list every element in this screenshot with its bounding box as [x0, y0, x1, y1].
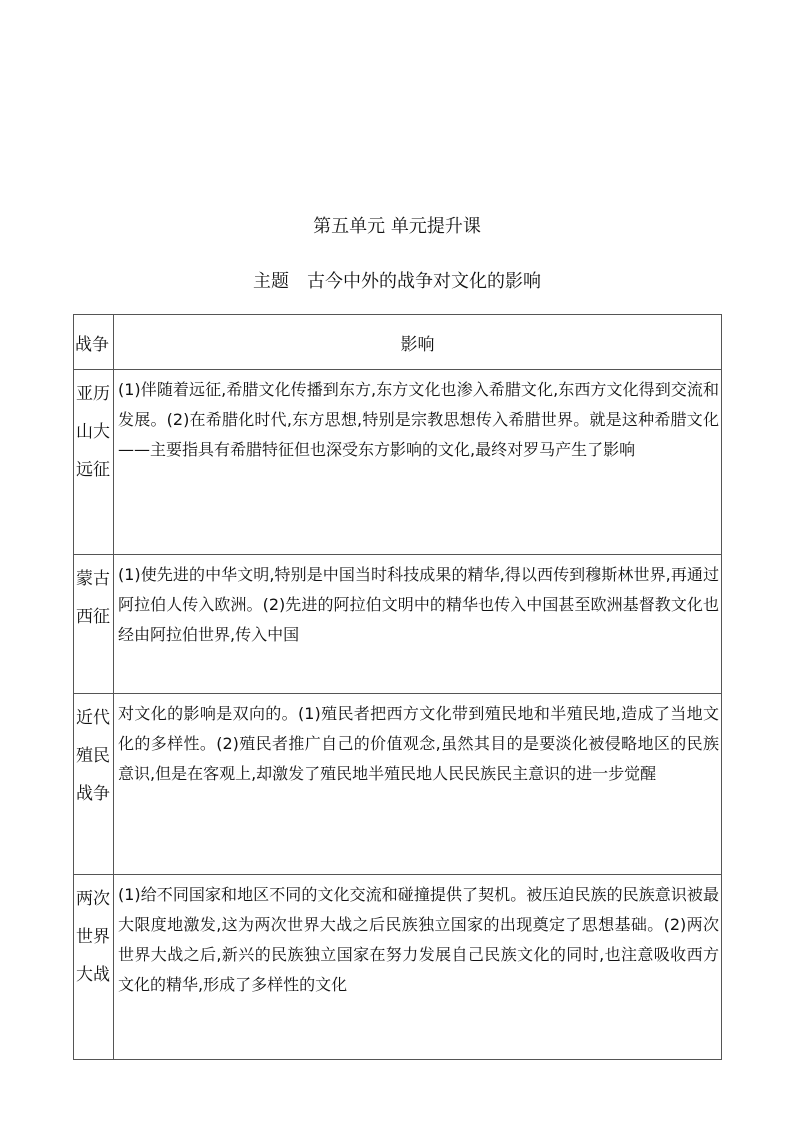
war-name-line: 亚历 — [76, 384, 110, 404]
war-name-cell — [74, 694, 114, 875]
influence-cell: (1)给不同国家和地区不同的文化交流和碰撞提供了契机。被压迫民族的民族意识被最大限度地激发,这为两次世界大战之后民族独立国家的出现奠定了思想基础。(2)两次世界大战之后,新兴的民族独立国家在努力发展自己民族文化的同时,也注意吸收西方文化的精华,形成了多样性的文化 — [114, 875, 722, 1060]
war-name-line: 西征 — [76, 607, 110, 627]
topic-label: 主题 — [253, 271, 289, 292]
unit-title: 第五单元 单元提升课 — [313, 216, 481, 237]
table-header-row — [74, 315, 722, 370]
war-name-line: 山大 — [76, 422, 110, 442]
header-war: 战争 — [74, 315, 114, 370]
war-name-line: 近代 — [76, 708, 110, 728]
war-name-line: 两次 — [76, 889, 110, 909]
war-name-line: 世界 — [76, 927, 110, 947]
war-name-line: 大战 — [76, 965, 110, 985]
influence-cell: (1)使先进的中华文明,特别是中国当时科技成果的精华,得以西传到穆斯林世界,再通过阿拉伯人传入欧洲。(2)先进的阿拉伯文明中的精华也传入中国甚至欧洲基督教文化也经由阿拉伯世界,传入中国 — [114, 555, 722, 694]
war-name-cell — [74, 555, 114, 694]
war-name-cell — [74, 370, 114, 555]
war-name-cell — [74, 875, 114, 1060]
table-row — [74, 694, 722, 875]
influence-cell: (1)伴随着远征,希腊文化传播到东方,东方文化也渗入希腊文化,东西方文化得到交流和发展。(2)在希腊化时代,东方思想,特别是宗教思想传入希腊世界。就是这种希腊文化——主要指具有希腊特征但也深受东方影响的文化,最终对罗马产生了影响 — [114, 370, 722, 555]
topic-text: 古今中外的战争对文化的影响 — [307, 271, 541, 292]
table-row — [74, 875, 722, 1060]
war-name-line: 殖民 — [76, 746, 110, 766]
war-name-line: 战争 — [76, 784, 110, 804]
topic-subtitle — [0, 270, 794, 294]
header-influence: 影响 — [114, 315, 722, 370]
table-row — [74, 370, 722, 555]
war-name-line: 远征 — [76, 460, 110, 480]
influence-cell: 对文化的影响是双向的。(1)殖民者把西方文化带到殖民地和半殖民地,造成了当地文化的多样性。(2)殖民者推广自己的价值观念,虽然其目的是要淡化被侵略地区的民族意识,但是在客观上,却激发了殖民地半殖民地人民民族民主意识的进一步觉醒 — [114, 694, 722, 875]
war-name-line: 蒙古 — [76, 569, 110, 589]
war-influence-table — [73, 314, 722, 1060]
table-row — [74, 555, 722, 694]
